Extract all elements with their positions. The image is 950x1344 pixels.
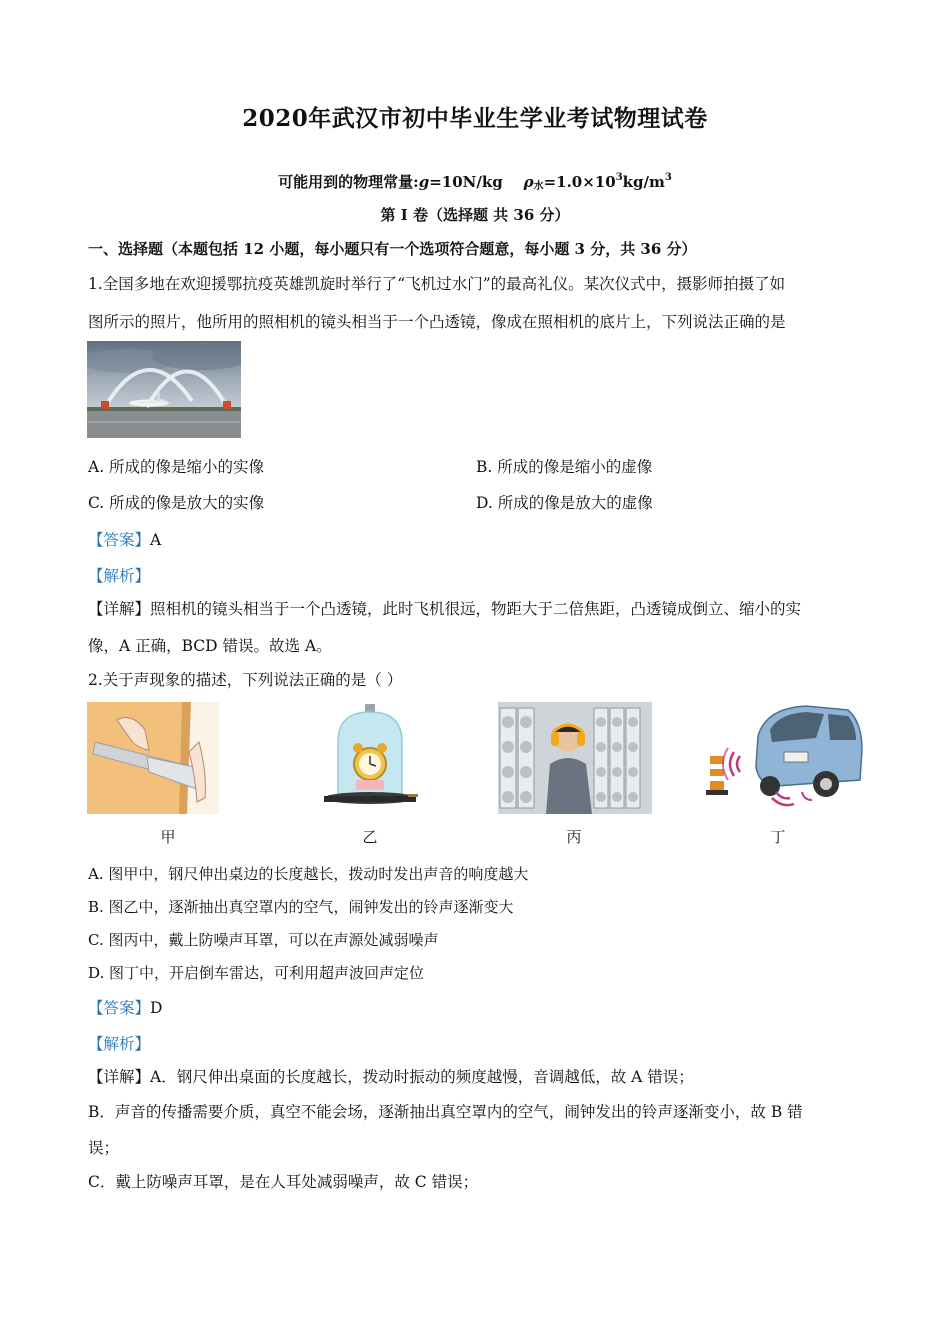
q1-option-a: A. 所成的像是缩小的实像 bbox=[88, 458, 265, 476]
q2-detail-a: 【详解】A．钢尺伸出桌面的长度越长，拨动时振动的频度越慢，音调越低，故 A 错误； bbox=[88, 1068, 694, 1086]
q1-detail-line1: 【详解】照相机的镜头相当于一个凸透镜，此时飞机很远，物距大于二倍焦距，凸透镜成倒立、缩小的实 bbox=[88, 600, 802, 618]
q2-option-d: D. 图丁中，开启倒车雷达，可利用超声波回声定位 bbox=[88, 964, 425, 982]
worker-earmuffs-figure bbox=[498, 702, 652, 814]
q2-analysis-label: 【解析】 bbox=[88, 1035, 151, 1053]
q1-option-d: D. 所成的像是放大的虚像 bbox=[476, 494, 653, 512]
q1-detail-line2: 像，A 正确，BCD 错误。故选 A。 bbox=[88, 637, 332, 655]
section-heading: 一、选择题（本题包括 12 小题，每小题只有一个选项符合题意，每小题 3 分，共 36 分） bbox=[88, 240, 697, 258]
q2-stem: 2.关于声现象的描述，下列说法正确的是（ ） bbox=[88, 671, 403, 689]
page-title: 2020年武汉市初中毕业生学业考试物理试卷 bbox=[242, 105, 708, 132]
q1-stem-line1: 1.全国多地在欢迎援鄂抗疫英雄凯旋时举行了“飞机过水门”的最高礼仪。某次仪式中，摄影师拍摄了如 bbox=[88, 275, 786, 293]
caption-yi: 乙 bbox=[362, 828, 378, 846]
q2-detail-c: C．戴上防噪声耳罩，是在人耳处减弱噪声，故 C 错误； bbox=[88, 1173, 479, 1191]
caption-ding: 丁 bbox=[770, 828, 786, 846]
caption-bing: 丙 bbox=[566, 828, 582, 846]
volume-heading: 第 I 卷（选择题 共 36 分） bbox=[380, 206, 570, 224]
q2-option-b: B. 图乙中，逐渐抽出真空罩内的空气，闹钟发出的铃声逐渐变大 bbox=[88, 898, 514, 916]
q2-option-a: A. 图甲中，钢尺伸出桌边的长度越长，拨动时发出声音的响度越大 bbox=[88, 865, 529, 883]
caption-jia: 甲 bbox=[160, 828, 176, 846]
q1-analysis-label: 【解析】 bbox=[88, 567, 151, 585]
plane-water-salute-photo bbox=[87, 341, 241, 438]
q1-option-b: B. 所成的像是缩小的虚像 bbox=[476, 458, 653, 476]
q2-detail-b-line1: B．声音的传播需要介质，真空不能会场，逐渐抽出真空罩内的空气，闹钟发出的铃声逐渐变小，故 B 错 bbox=[88, 1103, 803, 1121]
q1-option-c: C. 所成的像是放大的实像 bbox=[88, 494, 265, 512]
q2-answer: 【答案】D bbox=[88, 999, 163, 1017]
ruler-on-desk-figure bbox=[87, 702, 219, 814]
bell-jar-alarm-clock-figure bbox=[320, 702, 420, 814]
car-reversing-radar-figure bbox=[706, 700, 864, 812]
q1-answer: 【答案】A bbox=[88, 531, 162, 549]
q2-detail-b-line2: 误； bbox=[88, 1139, 120, 1157]
q2-option-c: C. 图丙中，戴上防噪声耳罩，可以在声源处减弱噪声 bbox=[88, 931, 439, 949]
physical-constants: 可能用到的物理常量:g=10N/kg $\rho_水=1.0\times 10^3kg/m^3$ bbox=[278, 172, 672, 192]
q1-stem-line2: 图所示的照片，他所用的照相机的镜头相当于一个凸透镜，像成在照相机的底片上，下列说法正确的是 bbox=[88, 313, 786, 331]
